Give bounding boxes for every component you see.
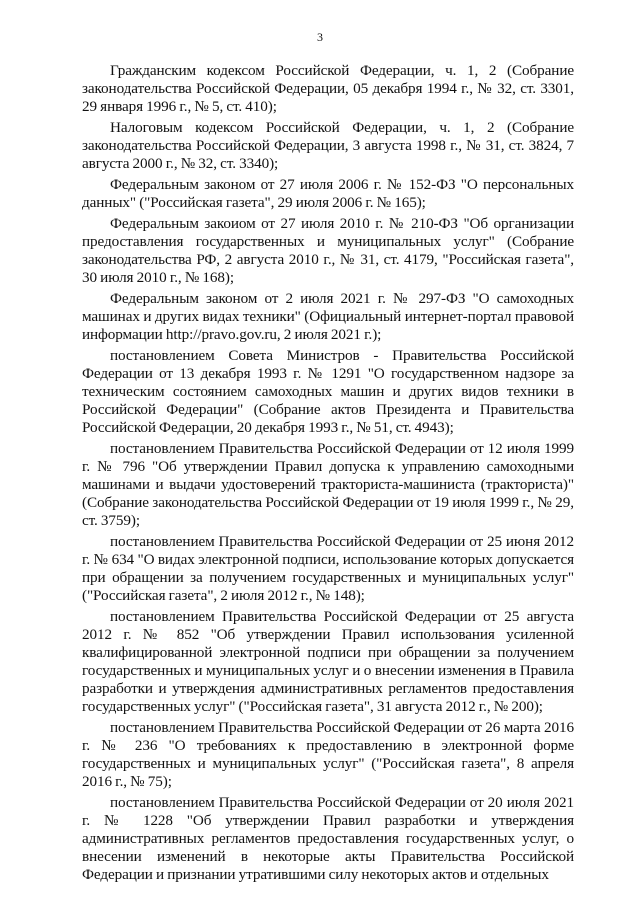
document-body (82, 62, 574, 884)
paragraph-personal-data-law: Федеральным законом от 27 июля 2006 г. № 152-ФЗ "О персональных данных" ("Российская газета", 29 июля 2006 г. № 165); (82, 176, 574, 211)
paragraph-council-of-ministers-decree: постановлением Совета Министров - Правительства Российской Федерации от 13 декабря 1993 г. № 1291 "О государственном надзоре за техническим состоянием самоходных машин и других видов техники в Российской Федерации" (Собрание актов Президента и Правительства Российской Федерации, 20 декабря 1993 г., № 51, ст. 4943); (82, 347, 574, 436)
paragraph-public-services-law: Федеральным закоиом от 27 июля 2010 г. № 210-ФЗ "Об организации предоставления государственных и муниципальных услуг" (Собрание законодательства РФ, 2 августа 2010 г., № 31, ст. 4179, "Российская газета", 30 июля 2010 г., № 168); (82, 215, 574, 286)
page-number: 3 (317, 30, 323, 44)
paragraph-self-propelled-machines-law: Федеральным законом от 2 июля 2021 г. № 297-ФЗ "О самоходных машинах и других видах техники" (Официальный интернет-портал правовой информации http://pravo.gov.ru, 2 июля 2021 г.); (82, 290, 574, 343)
paragraph-decree-1228: постановлением Правительства Российской Федерации от 20 июля 2021 г. № 1228 "Об утверждении Правил разработки и утверждения административных регламентов предоставления государственных услуг, о внесении изменений в некоторые акты Правительства Российской Федерации и признании утратившими силу некоторых актов и отдельных (82, 794, 574, 883)
paragraph-civil-code: Гражданским кодексом Российской Федерации, ч. 1, 2 (Собрание законодательства Российской Федерации, 05 декабря 1994 г., № 32, ст. 3301, 29 января 1996 г., № 5, ст. 410); (82, 62, 574, 115)
paragraph-decree-634: постановлением Правительства Российской Федерации от 25 июня 2012 г. № 634 "О видах электронной подписи, использование которых допускается при обращении за получением государственных и муниципальных услуг" ("Российская газета", 2 июля 2012 г., № 148); (82, 533, 574, 604)
paragraph-decree-852: постановлением Правительства Российской Федерации от 25 августа 2012 г. № 852 "Об утверждении Правил использования усиленной квалифицированной электронной подписи при обращении за получением государственных и муниципальных услуг и о внесении изменения в Правила разработки и утверждения административных регламентов предоставления государственных услуг" ("Российская газета", 31 августа 2012 г., № 200); (82, 608, 574, 715)
paragraph-decree-236: постановлением Правительства Российской Федерации от 26 марта 2016 г. № 236 "О требованиях к предоставлению в электронной форме государственных и муниципальных услуг" ("Российская газета", 8 апреля 2016 г., № 75); (82, 719, 574, 790)
paragraph-decree-796: постановлением Правительства Российской Федерации от 12 июля 1999 г. № 796 "Об утверждении Правил допуска к управлению самоходными машинами и выдачи удостоверений тракториста-машиниста (тракториста)" (Собрание законодательства Российской Федерации от 19 июля 1999 г., № 29, ст. 3759); (82, 440, 574, 529)
paragraph-tax-code: Налоговым кодексом Российской Федерации, ч. 1, 2 (Собрание законодательства Российской Федерации, 3 августа 1998 г., № 31, ст. 3824, 7 августа 2000 г., № 32, ст. 3340); (82, 119, 574, 172)
